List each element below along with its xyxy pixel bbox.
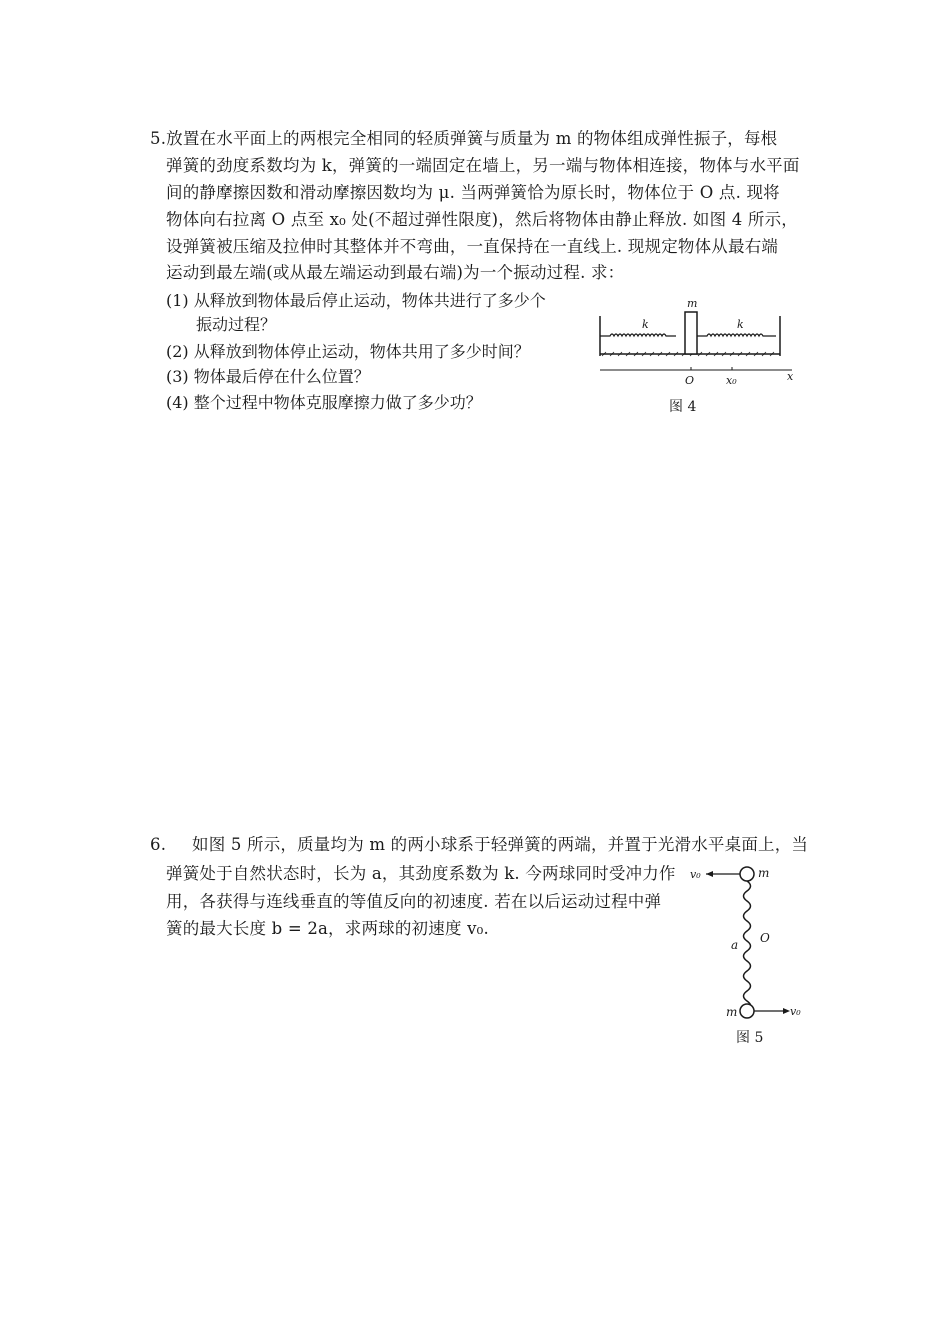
fig5-top-velocity-label: v₀: [690, 868, 701, 881]
p6-line-3: 用，各获得与连线垂直的等值反向的初速度. 若在以后运动过程中弹: [166, 892, 662, 911]
p5-line-3: 间的静摩擦因数和滑动摩擦因数均为 μ. 当两弹簧恰为原长时，物体位于 O 点. 现将: [166, 183, 780, 202]
top-ball: [740, 867, 754, 881]
p5-line-5: 设弹簧被压缩及拉伸时其整体并不弯曲，一直保持在一直线上. 现规定物体从最右端: [166, 237, 779, 256]
fig5-bottom-velocity-label: v₀: [790, 1005, 801, 1018]
figure-5-two-balls-spring: [686, 858, 806, 1024]
p5-line-4: 物体向右拉离 O 点至 x₀ 处(不超过弹性限度)，然后将物体由静止释放. 如图 4 所示，: [166, 210, 798, 229]
fig5-bottom-mass-label: m: [726, 1005, 738, 1019]
p5-line-2: 弹簧的劲度系数均为 k，弹簧的一端固定在墙上，另一端与物体相连接，物体与水平面: [166, 156, 800, 175]
p6-number: 6.: [150, 835, 167, 854]
p5-question-2: (2) 从释放到物体停止运动，物体共用了多少时间？: [166, 342, 530, 361]
fig4-x0-label: x₀: [726, 374, 737, 387]
p5-line-1: 5.放置在水平面上的两根完全相同的轻质弹簧与质量为 m 的物体组成弹性振子，每根: [150, 129, 778, 148]
p5-question-3: (3) 物体最后停在什么位置？: [166, 367, 370, 386]
fig4-right-k-label: k: [737, 318, 744, 331]
fig4-origin-label: O: [685, 374, 695, 387]
p6-line-4: 簧的最大长度 b = 2a，求两球的初速度 v₀.: [166, 919, 489, 938]
spring: [744, 881, 751, 1008]
bottom-ball: [740, 1004, 754, 1018]
figure-5-caption: 图 5: [736, 1030, 764, 1046]
p5-question-1-cont: 振动过程？: [196, 315, 277, 334]
p5-question-1: (1) 从释放到物体最后停止运动，物体共进行了多少个: [166, 291, 546, 310]
left-spring: [600, 334, 676, 336]
figure-4-caption: 图 4: [669, 399, 697, 415]
p6-line-1: 如图 5 所示，质量均为 m 的两小球系于轻弹簧的两端，并置于光滑水平桌面上，当: [192, 835, 809, 854]
fig5-center-label: O: [760, 931, 770, 945]
mass-block: [685, 312, 697, 354]
right-spring: [697, 334, 776, 336]
figure-4-spring-oscillator: [592, 296, 812, 388]
p5-line-6: 运动到最左端(或从最左端运动到最右端)为一个振动过程. 求：: [166, 263, 625, 282]
fig4-left-k-label: k: [642, 318, 649, 331]
fig5-length-label: a: [731, 938, 739, 952]
p5-question-4: (4) 整个过程中物体克服摩擦力做了多少功？: [166, 393, 482, 412]
fig5-top-mass-label: m: [758, 866, 770, 880]
fig4-mass-label: m: [687, 297, 698, 310]
p6-line-2: 弹簧处于自然状态时，长为 a，其劲度系数为 k. 今两球同时受冲力作: [166, 864, 676, 883]
fig4-axis-label: x: [787, 370, 794, 383]
